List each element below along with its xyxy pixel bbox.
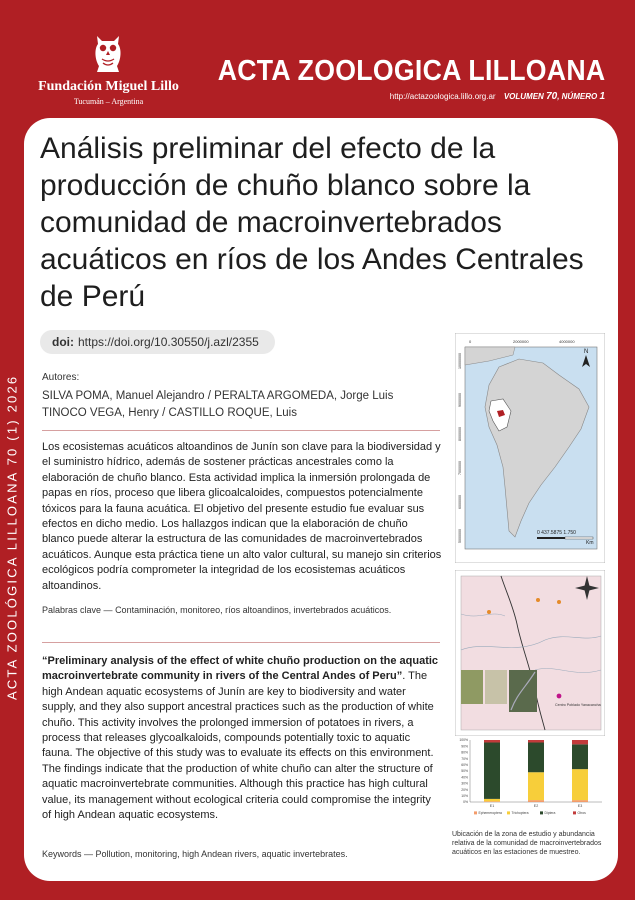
article-card bbox=[24, 118, 618, 881]
journal-meta bbox=[390, 91, 605, 102]
map-y-tick: 5000000 bbox=[458, 529, 462, 543]
legend-swatch bbox=[573, 811, 576, 814]
y-tick-label: 50% bbox=[461, 769, 468, 774]
legend-swatch bbox=[507, 811, 510, 814]
foundation-location: Tucumán – Argentina bbox=[73, 97, 144, 106]
figure-caption: Ubicación de la zona de estudio y abundancia relativa de la comunidad de macroinvertebrados acuáticos en las estaciones de muestreo. bbox=[452, 831, 602, 856]
journal-url[interactable]: http://actazoologica.lillo.org.ar bbox=[389, 92, 496, 101]
legend-swatch bbox=[474, 811, 477, 814]
map-y-tick: 10000000 bbox=[458, 353, 462, 369]
authors-line: TINOCO VEGA, Henry / CASTILLO ROQUE, Luis bbox=[42, 407, 297, 419]
y-tick-label: 100% bbox=[459, 738, 468, 743]
keywords-en: Keywords — Pollution, monitoring, high Andean rivers, aquatic invertebrates. bbox=[42, 849, 348, 859]
divider bbox=[42, 642, 440, 643]
y-tick-label: 40% bbox=[461, 775, 468, 780]
bar-segment bbox=[528, 742, 544, 772]
abstract-en bbox=[42, 654, 442, 823]
map-y-tick: 8000000 bbox=[458, 427, 462, 441]
y-tick-label: 30% bbox=[461, 781, 468, 786]
keywords-en-label: Keywords bbox=[42, 849, 82, 859]
header bbox=[0, 0, 635, 118]
bar-segment bbox=[484, 742, 500, 798]
foundation-name: Fundación Miguel Lillo bbox=[38, 79, 179, 94]
doi-link[interactable]: https://doi.org/10.30550/j.azl/2355 bbox=[78, 335, 259, 349]
legend-label: Trichoptera bbox=[511, 811, 529, 815]
authors-heading: Autores: bbox=[42, 372, 80, 383]
map-x-tick: 0 bbox=[469, 339, 472, 344]
x-tick-label: E3 bbox=[577, 804, 583, 808]
abstract-en-text: . The high Andean aquatic ecosystems of Junín are key to biodiversity and water supply, and they also support ancestral practices such as the production of white chuño. This activity involves the prolonged immersion of potatoes in rivers, a process that releases glycoalkaloids, compounds potentially toxic to aquatic fauna. The objective of this study was to evaluate its effects on this environment. The findings indicate that the production of white chuño can alter the structure of aquatic macroinvertebrate communities. Although this practice has high cultural value, its management without ecological criteria could compromise the integrity of high Andean aquatic ecosystems. bbox=[42, 670, 434, 822]
x-tick-label: E2 bbox=[533, 804, 539, 808]
bar-segment bbox=[484, 799, 500, 801]
north-label: N bbox=[584, 349, 589, 355]
y-tick-label: 20% bbox=[461, 787, 468, 792]
keywords-es-label: Palabras clave bbox=[42, 605, 102, 615]
title-en: “Preliminary analysis of the effect of white chuño production on the aquatic macroinvertebrate community in rivers of the Central Andes of Peru” bbox=[42, 655, 439, 683]
authors-line: SILVA POMA, Manuel Alejandro / PERALTA ARGOMEDA, Jorge Luis bbox=[42, 390, 394, 402]
bar-segment bbox=[528, 740, 544, 742]
bar-segment bbox=[484, 801, 500, 802]
bar-segment bbox=[572, 800, 588, 802]
abundance-chart bbox=[450, 736, 608, 830]
journal-title: ACTA ZOOLOGICA LILLOANA bbox=[217, 55, 605, 87]
article-title: Análisis preliminar del efecto de la producción de chuño blanco sobre la comunidad de macroinvertebrados acuáticos en ríos de los Andes Centrales de Perú bbox=[40, 132, 584, 313]
study-area-map bbox=[455, 570, 605, 736]
bar-segment bbox=[572, 769, 588, 800]
y-tick-label: 60% bbox=[461, 763, 468, 767]
keywords-es-text: Contaminación, monitoreo, ríos altoandinos, invertebrados acuáticos. bbox=[115, 605, 392, 615]
bar-segment bbox=[484, 740, 500, 742]
legend-swatch bbox=[540, 811, 543, 814]
map-y-tick: 6000000 bbox=[458, 495, 462, 509]
x-tick-label: E1 bbox=[489, 804, 495, 808]
y-tick-label: 10% bbox=[461, 794, 468, 798]
bar-segment bbox=[572, 740, 588, 744]
divider bbox=[42, 430, 440, 431]
map-y-tick: 9000000 bbox=[458, 393, 462, 407]
owl-logo-icon bbox=[93, 30, 123, 74]
volume-info: VOLUMEN 70, NÚMERO 1 bbox=[503, 91, 605, 102]
doi-label: doi: bbox=[52, 335, 74, 349]
bar-segment bbox=[528, 800, 544, 802]
keywords-en-text: Pollution, monitoring, high Andean rivers, aquatic invertebrates. bbox=[95, 849, 348, 859]
side-journal-label: ACTA ZOOLÓGICA LILLOANA 70 (1) 2026 bbox=[4, 374, 20, 700]
y-tick-label: 0% bbox=[463, 800, 468, 805]
y-tick-label: 70% bbox=[461, 756, 468, 761]
y-tick-label: 80% bbox=[461, 750, 468, 755]
map-x-tick: 4000000 bbox=[559, 339, 575, 344]
scale-unit: Km bbox=[586, 540, 594, 546]
legend-label: Diptera bbox=[544, 811, 556, 815]
y-tick-label: 90% bbox=[461, 744, 468, 749]
site-label: Centro Poblado Yanacancha bbox=[555, 703, 601, 707]
abstract-es: Los ecosistemas acuáticos altoandinos de Junín son clave para la biodiversidad y el suministro hídrico, además de sostener prácticas ancestrales como la elaboración de chuño blanco. Esta actividad implica la inmersión prolongada de papas en ríos, proceso que libera glicoalcaloides, compuestos potencialmente tóxicos para la fauna acuática. El objetivo del presente estudio fue evaluar sus efectos en dicho medio. Los hallazgos indican que la elaboración de chuño blanco puede alterar la estructura de las comunidades de macroinvertebrados acuáticos. Aunque esta práctica tiene un alto valor cultural, su manejo sin criterios ecológicos podría comprometer la integridad de los ecosistemas acuáticos altoandinos. bbox=[42, 441, 442, 592]
keywords-es: Palabras clave — Contaminación, monitoreo, ríos altoandinos, invertebrados acuáticos. bbox=[42, 605, 392, 615]
bar-segment bbox=[528, 772, 544, 800]
legend-label: Otros bbox=[577, 811, 586, 815]
bar-segment bbox=[572, 744, 588, 769]
doi-pill[interactable] bbox=[40, 330, 275, 354]
authors-list bbox=[42, 388, 442, 422]
legend-label: Ephemeroptera bbox=[478, 811, 502, 815]
scale-label: 0 437.5875 1.750 bbox=[537, 530, 576, 536]
south-america-map bbox=[455, 333, 605, 563]
map-y-tick: 7000000 bbox=[458, 461, 462, 475]
map-x-tick: 2000000 bbox=[513, 339, 529, 344]
